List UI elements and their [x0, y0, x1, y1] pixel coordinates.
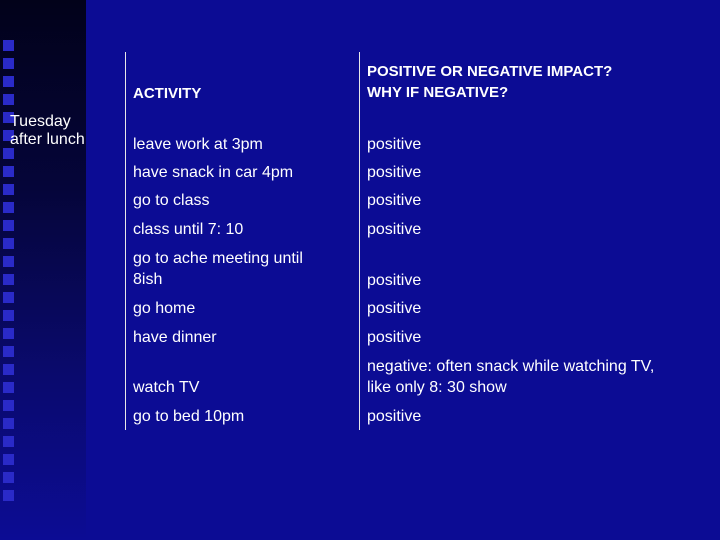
decorative-square: [3, 436, 14, 447]
impact-cell: positive: [367, 221, 422, 238]
decorative-square: [3, 76, 14, 87]
decorative-square: [3, 472, 14, 483]
decorative-square: [3, 418, 14, 429]
activity-cell-line2: 8ish: [133, 271, 163, 288]
decorative-square: [3, 346, 14, 357]
impact-cell: positive: [367, 272, 422, 289]
row-label-line2: after lunch: [10, 131, 85, 148]
decorative-square: [3, 148, 14, 159]
decorative-square: [3, 454, 14, 465]
decorative-square: [3, 256, 14, 267]
header-impact-line2: WHY IF NEGATIVE?: [367, 84, 509, 101]
activity-cell: have snack in car 4pm: [133, 164, 294, 181]
activity-cell: class until 7: 10: [133, 221, 244, 238]
activity-cell-line1: go to ache meeting until: [133, 250, 303, 267]
impact-cell-line2: like only 8: 30 show: [367, 379, 507, 396]
decorative-square: [3, 400, 14, 411]
decorative-square: [3, 166, 14, 177]
decorative-square: [3, 40, 14, 51]
decorative-square: [3, 238, 14, 249]
row-label-line1: Tuesday: [10, 113, 71, 130]
impact-cell: positive: [367, 408, 422, 425]
impact-column-divider: [359, 52, 360, 430]
decorative-square: [3, 490, 14, 501]
impact-cell: positive: [367, 192, 422, 209]
decorative-square: [3, 292, 14, 303]
header-activity: ACTIVITY: [133, 85, 202, 102]
decorative-square: [3, 382, 14, 393]
impact-cell: positive: [367, 136, 422, 153]
decorative-square: [3, 94, 14, 105]
decorative-square: [3, 328, 14, 339]
impact-cell-line1: negative: often snack while watching TV,: [367, 358, 655, 375]
impact-cell: positive: [367, 329, 422, 346]
impact-cell: positive: [367, 300, 422, 317]
decorative-square: [3, 364, 14, 375]
activity-column-divider: [125, 52, 126, 430]
decorative-square: [3, 184, 14, 195]
decorative-square: [3, 220, 14, 231]
activity-cell: watch TV: [133, 379, 200, 396]
activity-cell: go to bed 10pm: [133, 408, 245, 425]
activity-cell: have dinner: [133, 329, 217, 346]
activity-cell: go to class: [133, 192, 210, 209]
decorative-square: [3, 202, 14, 213]
row-label: [10, 113, 85, 149]
decorative-square: [3, 310, 14, 321]
impact-cell: positive: [367, 164, 422, 181]
decorative-square: [3, 58, 14, 69]
decorative-square: [3, 274, 14, 285]
decorative-squares: [3, 40, 17, 510]
activity-cell: go home: [133, 300, 196, 317]
activity-cell: leave work at 3pm: [133, 136, 263, 153]
header-impact-line1: POSITIVE OR NEGATIVE IMPACT?: [367, 63, 613, 80]
